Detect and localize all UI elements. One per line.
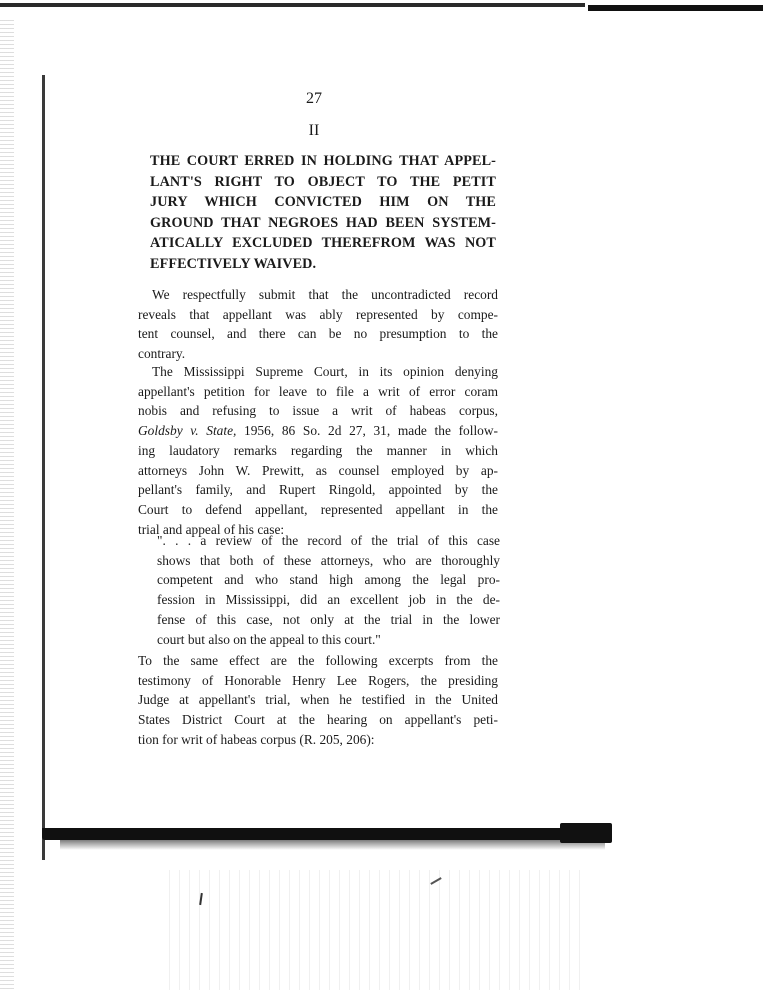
paragraph <box>138 651 498 750</box>
heading-line: GROUND THAT NEGROES HAD BEEN SYSTEM- <box>150 214 496 231</box>
citation-rest: 1956, 86 So. 2d 27, 31, made the follow- <box>236 423 498 439</box>
text-line: tion for writ of habeas corpus (R. 205, 206): <box>138 731 375 747</box>
quote-line: shows that both of these attorneys, who are thoroughly <box>157 552 500 568</box>
page-number: 27 <box>306 90 322 107</box>
heading-line: ATICALLY EXCLUDED THEREFROM WAS NOT <box>150 235 496 251</box>
text-line: ing laudatory remarks regarding the manner in which <box>138 442 498 458</box>
heading-line: LANT'S RIGHT TO OBJECT TO THE PETIT <box>150 173 496 190</box>
text-line: tent counsel, and there can be no presumption to the <box>138 326 498 342</box>
text-line: testimony of Honorable Henry Lee Rogers, the presiding <box>138 672 498 688</box>
heading-line: EFFECTIVELY WAIVED. <box>150 255 317 272</box>
text-line: appellant's petition for leave to file a writ of error coram <box>138 383 498 399</box>
section-heading <box>150 151 496 274</box>
scan-top-edge <box>0 3 585 7</box>
text-line: The Mississippi Supreme Court, in its opinion denying <box>152 364 498 379</box>
text-line: reveals that appellant was ably represented by compe- <box>138 306 498 322</box>
scan-left-noise <box>0 20 14 990</box>
text-line: Judge at appellant's trial, when he testified in the United <box>138 692 498 708</box>
paragraph <box>138 362 498 539</box>
page-bottom-edge <box>42 828 610 840</box>
heading-line: JURY WHICH CONVICTED HIM ON THE <box>150 194 496 210</box>
scan-top-right-edge <box>588 5 763 11</box>
case-citation: Goldsby v. State, <box>138 423 237 439</box>
text-line: We respectfully submit that the uncontradicted record <box>152 287 498 302</box>
paragraph <box>138 285 498 364</box>
page-bottom-shadow <box>60 840 605 850</box>
page-left-edge <box>42 75 45 860</box>
text-line: Court to defend appellant, represented appellant in the <box>138 501 498 517</box>
quote-line: competent and who stand high among the legal pro- <box>157 572 500 588</box>
quote-line: fense of this case, not only at the trial in the lower <box>157 611 500 627</box>
scan-bottom-noise <box>160 870 580 990</box>
text-line <box>138 421 498 441</box>
section-numeral: II <box>308 122 320 139</box>
block-quote <box>157 531 500 649</box>
page-bottom-corner <box>560 823 612 843</box>
quote-line: ". . . a review of the record of the trial of this case <box>157 533 500 548</box>
text-line: To the same effect are the following excerpts from the <box>138 653 498 668</box>
text-line: contrary. <box>138 346 186 362</box>
quote-line: court but also on the appeal to this court." <box>157 631 381 647</box>
text-line: nobis and refusing to issue a writ of habeas corpus, <box>138 403 498 419</box>
heading-line: THE COURT ERRED IN HOLDING THAT APPEL- <box>150 153 496 169</box>
text-line: trial and appeal of his case: <box>138 521 285 537</box>
text-line: States District Court at the hearing on appellant's peti- <box>138 712 498 728</box>
quote-line: fession in Mississippi, did an excellent job in the de- <box>157 592 500 608</box>
text-line: attorneys John W. Prewitt, as counsel employed by ap- <box>138 462 498 478</box>
text-line: pellant's family, and Rupert Ringold, appointed by the <box>138 482 498 498</box>
